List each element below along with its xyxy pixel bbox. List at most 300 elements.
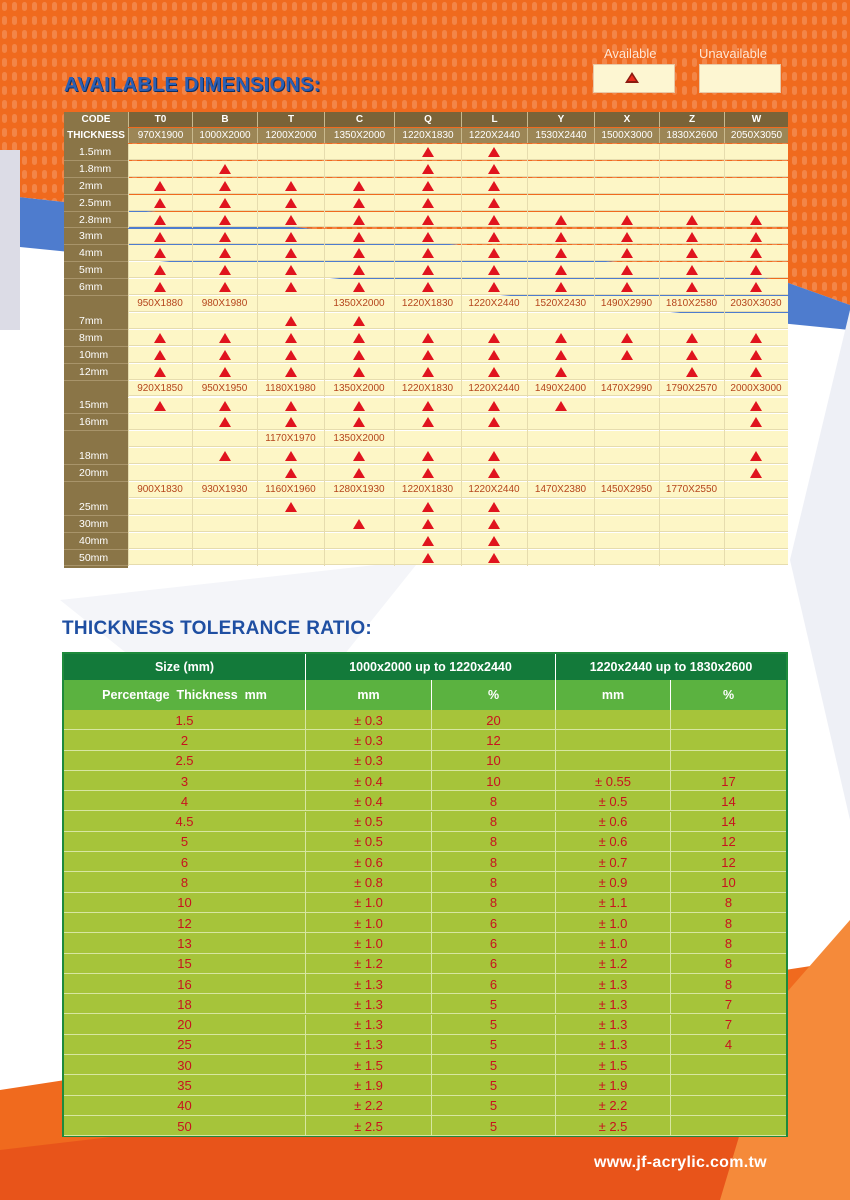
tolerance-cell bbox=[670, 710, 786, 730]
column-separator bbox=[527, 178, 528, 195]
available-triangle-icon bbox=[154, 248, 166, 258]
available-triangle-icon bbox=[555, 401, 567, 411]
column-separator bbox=[324, 144, 325, 161]
row-thickness: 3mm bbox=[64, 229, 128, 246]
tolerance-cell: 5 bbox=[431, 1055, 555, 1075]
available-triangle-icon bbox=[285, 181, 297, 191]
available-triangle-icon bbox=[750, 282, 762, 292]
available-triangle-icon bbox=[219, 282, 231, 292]
column-separator bbox=[724, 465, 725, 482]
column-separator bbox=[128, 262, 129, 279]
available-triangle-icon bbox=[353, 401, 365, 411]
available-triangle-icon bbox=[555, 350, 567, 360]
column-separator bbox=[461, 279, 462, 296]
available-triangle-icon bbox=[621, 333, 633, 343]
tolerance-cell: ± 1.3 bbox=[555, 1015, 670, 1035]
column-separator bbox=[461, 398, 462, 415]
column-separator bbox=[724, 178, 725, 195]
available-triangle-icon bbox=[422, 502, 434, 512]
column-separator bbox=[461, 229, 462, 246]
tolerance-cell: ± 0.5 bbox=[305, 812, 431, 832]
tolerance-cell: ± 1.0 bbox=[555, 913, 670, 933]
row-thickness: 2mm bbox=[64, 178, 128, 195]
legend-unavailable-box bbox=[699, 64, 781, 93]
available-triangle-icon bbox=[488, 198, 500, 208]
tolerance-title: THICKNESS TOLERANCE RATIO: bbox=[62, 618, 373, 639]
column-separator bbox=[394, 431, 395, 448]
column-separator bbox=[659, 212, 660, 229]
column-separator bbox=[324, 245, 325, 262]
available-triangle-icon bbox=[488, 232, 500, 242]
column-separator bbox=[257, 347, 258, 364]
available-triangle-icon bbox=[621, 282, 633, 292]
tolerance-cell: 35 bbox=[177, 1078, 192, 1094]
available-triangle-icon bbox=[488, 265, 500, 275]
column-separator bbox=[724, 398, 725, 415]
available-triangle-icon bbox=[285, 468, 297, 478]
available-triangle-icon bbox=[154, 265, 166, 275]
column-separator bbox=[192, 330, 193, 347]
column-size: 1220X2440 bbox=[461, 128, 527, 143]
tolerance-cell: 10 bbox=[431, 751, 555, 771]
column-separator bbox=[594, 347, 595, 364]
column-separator bbox=[257, 516, 258, 533]
column-separator bbox=[324, 465, 325, 482]
dimension-row bbox=[128, 499, 788, 515]
tolerance-cell: 15 bbox=[177, 956, 192, 972]
column-separator bbox=[594, 144, 595, 161]
row-thickness: 15mm bbox=[64, 398, 128, 415]
column-separator bbox=[724, 482, 725, 499]
column-separator bbox=[461, 364, 462, 381]
tolerance-cell: ± 0.3 bbox=[305, 751, 431, 771]
column-separator bbox=[257, 364, 258, 381]
tolerance-cell: ± 1.2 bbox=[555, 954, 670, 974]
available-triangle-icon bbox=[219, 265, 231, 275]
tolerance-cell bbox=[555, 710, 670, 730]
available-triangle-icon bbox=[353, 451, 365, 461]
column-separator bbox=[394, 550, 395, 567]
available-triangle-icon bbox=[488, 451, 500, 461]
tolerance-cell: ± 2.5 bbox=[305, 1116, 431, 1136]
alt-size-label: 1770X2550 bbox=[665, 484, 718, 495]
tolerance-cell: ± 1.1 bbox=[555, 893, 670, 913]
available-triangle-icon bbox=[422, 164, 434, 174]
available-triangle-icon bbox=[422, 367, 434, 377]
column-separator bbox=[594, 364, 595, 381]
column-separator bbox=[324, 330, 325, 347]
column-separator bbox=[394, 144, 395, 161]
alt-size-label: 1180X1980 bbox=[265, 382, 316, 394]
available-triangle-icon bbox=[285, 265, 297, 275]
alt-size-label: 1470X2990 bbox=[600, 382, 653, 394]
available-triangle-icon bbox=[621, 215, 633, 225]
column-separator bbox=[527, 229, 528, 246]
available-triangle-icon bbox=[353, 350, 365, 360]
available-triangle-icon bbox=[285, 367, 297, 377]
available-triangle-icon bbox=[750, 401, 762, 411]
available-triangle-icon bbox=[488, 519, 500, 529]
column-separator bbox=[594, 533, 595, 550]
tolerance-cell: ± 1.3 bbox=[555, 1035, 670, 1055]
available-triangle-icon bbox=[686, 248, 698, 258]
available-triangle-icon bbox=[750, 265, 762, 275]
available-triangle-icon bbox=[621, 350, 633, 360]
available-triangle-icon bbox=[219, 451, 231, 461]
column-separator bbox=[527, 330, 528, 347]
available-triangle-icon bbox=[154, 333, 166, 343]
column-separator bbox=[324, 178, 325, 195]
column-separator bbox=[594, 195, 595, 212]
tolerance-cell: 8 bbox=[431, 832, 555, 852]
column-separator bbox=[461, 465, 462, 482]
tolerance-cell: 14 bbox=[670, 791, 786, 811]
column-separator bbox=[659, 245, 660, 262]
column-separator bbox=[527, 499, 528, 516]
row-thickness: 10mm bbox=[64, 347, 128, 364]
alt-size-label: 1220X2440 bbox=[468, 484, 520, 495]
column-separator bbox=[394, 195, 395, 212]
tolerance-cell bbox=[670, 1116, 786, 1136]
tolerance-cell: 40 bbox=[177, 1098, 192, 1114]
column-separator bbox=[724, 364, 725, 381]
tolerance-cell: 2 bbox=[180, 732, 189, 748]
row-thickness: 8mm bbox=[64, 330, 128, 347]
tolerance-cell: 12 bbox=[670, 852, 786, 872]
tolerance-cell: 17 bbox=[670, 771, 786, 791]
column-code: L bbox=[461, 112, 527, 127]
column-separator bbox=[527, 550, 528, 567]
column-separator bbox=[594, 398, 595, 415]
available-triangle-icon bbox=[488, 401, 500, 411]
column-separator bbox=[192, 262, 193, 279]
available-triangle-icon bbox=[488, 333, 500, 343]
column-separator bbox=[594, 229, 595, 246]
alt-size-label: 920X1850 bbox=[137, 382, 183, 394]
column-separator bbox=[394, 364, 395, 381]
available-triangle-icon bbox=[285, 198, 297, 208]
available-triangle-icon bbox=[750, 350, 762, 360]
column-separator bbox=[461, 499, 462, 516]
available-triangle-icon bbox=[285, 282, 297, 292]
column-separator bbox=[724, 195, 725, 212]
column-separator bbox=[659, 178, 660, 195]
available-triangle-icon bbox=[750, 451, 762, 461]
column-separator bbox=[257, 330, 258, 347]
column-separator bbox=[594, 161, 595, 178]
tolerance-cell: ± 0.5 bbox=[555, 791, 670, 811]
tolerance-cell: ± 1.3 bbox=[305, 1015, 431, 1035]
column-separator bbox=[461, 178, 462, 195]
available-triangle-icon bbox=[422, 215, 434, 225]
column-size: 1000X2000 bbox=[192, 128, 257, 143]
column-separator bbox=[461, 144, 462, 161]
alt-size-label: 930X1930 bbox=[201, 484, 248, 495]
available-triangle-icon bbox=[353, 367, 365, 377]
available-triangle-icon bbox=[488, 164, 500, 174]
tolerance-cell: 5 bbox=[431, 994, 555, 1014]
column-separator bbox=[128, 279, 129, 296]
tolerance-cell: 5 bbox=[431, 1096, 555, 1116]
tolerance-cell: 4.5 bbox=[175, 814, 194, 830]
column-separator bbox=[324, 364, 325, 381]
alt-size-label: 1220X1830 bbox=[401, 484, 454, 495]
available-triangle-icon bbox=[353, 519, 365, 529]
column-separator bbox=[192, 533, 193, 550]
alt-size-label: 980X1980 bbox=[201, 298, 248, 310]
available-triangle-icon bbox=[686, 232, 698, 242]
code-label: CODE bbox=[81, 114, 111, 125]
row-thickness: 40mm bbox=[64, 533, 128, 550]
column-separator bbox=[128, 313, 129, 330]
tolerance-cell: ± 0.3 bbox=[305, 710, 431, 730]
column-separator bbox=[192, 465, 193, 482]
dimension-row bbox=[128, 431, 788, 447]
column-separator bbox=[192, 313, 193, 330]
group2-header: 1220x2440 up to 1830x2600 bbox=[555, 654, 786, 680]
tolerance-cell: ± 0.55 bbox=[555, 771, 670, 791]
column-separator bbox=[324, 279, 325, 296]
available-triangle-icon bbox=[422, 468, 434, 478]
column-size: 1530X2440 bbox=[527, 128, 594, 143]
column-separator bbox=[724, 414, 725, 431]
legend-available-box bbox=[593, 64, 675, 93]
available-triangle-icon bbox=[219, 350, 231, 360]
available-triangle-icon bbox=[555, 282, 567, 292]
tolerance-cell: 10 bbox=[177, 895, 192, 911]
tolerance-cell: ± 1.3 bbox=[305, 974, 431, 994]
column-separator bbox=[527, 279, 528, 296]
available-triangle-icon bbox=[285, 401, 297, 411]
available-triangle-icon bbox=[154, 198, 166, 208]
tolerance-cell bbox=[670, 1096, 786, 1116]
alt-size-label: 2030X3030 bbox=[730, 298, 782, 310]
column-separator bbox=[257, 550, 258, 567]
tolerance-cell: 6 bbox=[431, 954, 555, 974]
column-separator bbox=[594, 313, 595, 330]
column-code: Z bbox=[659, 112, 724, 127]
tolerance-cell: 8 bbox=[431, 872, 555, 892]
legend-unavailable-label: Unavailable bbox=[699, 46, 767, 61]
alt-size-label: 1470X2380 bbox=[534, 484, 587, 495]
available-triangle-icon bbox=[422, 519, 434, 529]
column-separator bbox=[192, 398, 193, 415]
column-separator bbox=[324, 161, 325, 178]
column-separator bbox=[659, 516, 660, 533]
available-triangle-icon bbox=[353, 198, 365, 208]
tolerance-cell: ± 2.5 bbox=[555, 1116, 670, 1136]
column-separator bbox=[324, 262, 325, 279]
tolerance-cell: 8 bbox=[180, 875, 189, 891]
website-url[interactable]: www.jf-acrylic.com.tw bbox=[594, 1154, 767, 1171]
column-separator bbox=[594, 414, 595, 431]
available-triangle-icon bbox=[422, 401, 434, 411]
available-triangle-icon bbox=[555, 215, 567, 225]
column-separator bbox=[192, 212, 193, 229]
column-separator bbox=[128, 431, 129, 448]
column-separator bbox=[527, 414, 528, 431]
row-thickness: 30mm bbox=[64, 516, 128, 533]
available-triangle-icon bbox=[353, 248, 365, 258]
tolerance-cell: 5 bbox=[180, 834, 189, 850]
available-triangle-icon bbox=[422, 248, 434, 258]
column-separator bbox=[324, 347, 325, 364]
column-separator bbox=[128, 347, 129, 364]
column-separator bbox=[394, 347, 395, 364]
column-separator bbox=[527, 398, 528, 415]
column-separator bbox=[324, 212, 325, 229]
column-separator bbox=[394, 279, 395, 296]
column-separator bbox=[257, 533, 258, 550]
available-triangle-icon bbox=[285, 215, 297, 225]
column-separator bbox=[257, 195, 258, 212]
column-separator bbox=[724, 533, 725, 550]
available-triangle-icon bbox=[219, 232, 231, 242]
available-triangle-icon bbox=[154, 367, 166, 377]
column-separator bbox=[324, 398, 325, 415]
column-separator bbox=[659, 144, 660, 161]
alt-size-label: 1810X2580 bbox=[665, 298, 718, 310]
alt-size-label: 1450X2950 bbox=[600, 484, 653, 495]
tolerance-cell: 12 bbox=[177, 915, 192, 931]
available-triangle-icon bbox=[285, 350, 297, 360]
column-separator bbox=[527, 448, 528, 465]
column-separator bbox=[394, 414, 395, 431]
available-triangle-icon bbox=[219, 417, 231, 427]
column-separator bbox=[594, 448, 595, 465]
tolerance-cell: ± 1.9 bbox=[305, 1075, 431, 1095]
available-triangle-icon bbox=[686, 215, 698, 225]
available-triangle-icon bbox=[154, 232, 166, 242]
alt-size-label: 950X1950 bbox=[201, 382, 248, 394]
column-size: 1220X1830 bbox=[394, 128, 461, 143]
dimensions-title: AVAILABLE DIMENSIONS: bbox=[64, 74, 321, 96]
alt-size-label: 1220X2440 bbox=[468, 298, 520, 310]
column-separator bbox=[394, 499, 395, 516]
column-separator bbox=[594, 178, 595, 195]
column-separator bbox=[724, 499, 725, 516]
tolerance-cell: 12 bbox=[670, 832, 786, 852]
thickness-label: THICKNESS bbox=[67, 130, 125, 141]
tolerance-cell: 6 bbox=[431, 913, 555, 933]
available-triangle-icon bbox=[285, 451, 297, 461]
available-triangle-icon bbox=[154, 181, 166, 191]
column-separator bbox=[192, 229, 193, 246]
tolerance-cell bbox=[670, 1055, 786, 1075]
column-separator bbox=[659, 364, 660, 381]
tolerance-cell bbox=[555, 751, 670, 771]
column-separator bbox=[594, 465, 595, 482]
alt-size-label: 1170X1970 bbox=[265, 433, 316, 445]
available-triangle-icon bbox=[422, 265, 434, 275]
available-triangle-icon bbox=[488, 468, 500, 478]
column-separator bbox=[594, 499, 595, 516]
column-separator bbox=[192, 414, 193, 431]
column-separator bbox=[324, 499, 325, 516]
available-triangle-icon bbox=[285, 417, 297, 427]
tolerance-cell: 10 bbox=[670, 872, 786, 892]
tolerance-cell: ± 0.8 bbox=[305, 872, 431, 892]
available-triangle-icon bbox=[353, 333, 365, 343]
column-separator bbox=[257, 296, 258, 313]
available-triangle-icon bbox=[353, 316, 365, 326]
column-separator bbox=[527, 465, 528, 482]
available-triangle-icon bbox=[686, 265, 698, 275]
column-separator bbox=[461, 313, 462, 330]
column-separator bbox=[724, 550, 725, 567]
column-separator bbox=[192, 516, 193, 533]
tolerance-cell: 7 bbox=[670, 994, 786, 1014]
column-separator bbox=[394, 245, 395, 262]
tolerance-table bbox=[62, 652, 788, 1137]
row-thickness: 2.8mm bbox=[64, 212, 128, 229]
available-triangle-icon bbox=[750, 248, 762, 258]
column-separator bbox=[128, 499, 129, 516]
column-separator bbox=[527, 144, 528, 161]
column-separator bbox=[394, 212, 395, 229]
column-separator bbox=[527, 195, 528, 212]
tolerance-cell: 8 bbox=[670, 954, 786, 974]
column-separator bbox=[527, 364, 528, 381]
available-triangle-icon bbox=[353, 181, 365, 191]
column-separator bbox=[257, 262, 258, 279]
column-separator bbox=[724, 279, 725, 296]
column-separator bbox=[461, 262, 462, 279]
column-separator bbox=[192, 178, 193, 195]
column-separator bbox=[128, 212, 129, 229]
alt-size-label: 1490X2990 bbox=[600, 298, 653, 310]
available-triangle-icon bbox=[219, 367, 231, 377]
tolerance-cell: 8 bbox=[431, 893, 555, 913]
tolerance-cell: ± 0.4 bbox=[305, 771, 431, 791]
column-code: T0 bbox=[128, 112, 192, 127]
column-separator bbox=[394, 262, 395, 279]
column-separator bbox=[394, 178, 395, 195]
tolerance-cell: 4 bbox=[180, 793, 189, 809]
column-separator bbox=[324, 533, 325, 550]
dimension-row bbox=[128, 465, 788, 481]
tolerance-cell: ± 0.7 bbox=[555, 852, 670, 872]
tolerance-cell: 6 bbox=[180, 854, 189, 870]
column-separator bbox=[257, 245, 258, 262]
column-separator bbox=[128, 229, 129, 246]
available-triangle-icon bbox=[219, 164, 231, 174]
column-separator bbox=[724, 448, 725, 465]
dimension-row bbox=[128, 313, 788, 329]
column-separator bbox=[594, 262, 595, 279]
column-separator bbox=[461, 533, 462, 550]
tolerance-cell: 5 bbox=[431, 1035, 555, 1055]
column-separator bbox=[659, 448, 660, 465]
column-separator bbox=[128, 195, 129, 212]
dimension-row bbox=[128, 550, 788, 566]
available-triangle-icon bbox=[750, 215, 762, 225]
column-separator bbox=[192, 364, 193, 381]
alt-size-label: 1220X1830 bbox=[401, 382, 454, 394]
column-separator bbox=[257, 161, 258, 178]
column-separator bbox=[394, 398, 395, 415]
column-separator bbox=[659, 499, 660, 516]
column-separator bbox=[128, 245, 129, 262]
column-separator bbox=[192, 431, 193, 448]
column-separator bbox=[192, 279, 193, 296]
available-triangle-icon bbox=[621, 248, 633, 258]
tolerance-cell: 12 bbox=[431, 730, 555, 750]
alt-size-label: 1350X2000 bbox=[333, 433, 385, 445]
column-size: 1500X3000 bbox=[594, 128, 659, 143]
column-separator bbox=[461, 330, 462, 347]
available-triangle-icon bbox=[488, 502, 500, 512]
